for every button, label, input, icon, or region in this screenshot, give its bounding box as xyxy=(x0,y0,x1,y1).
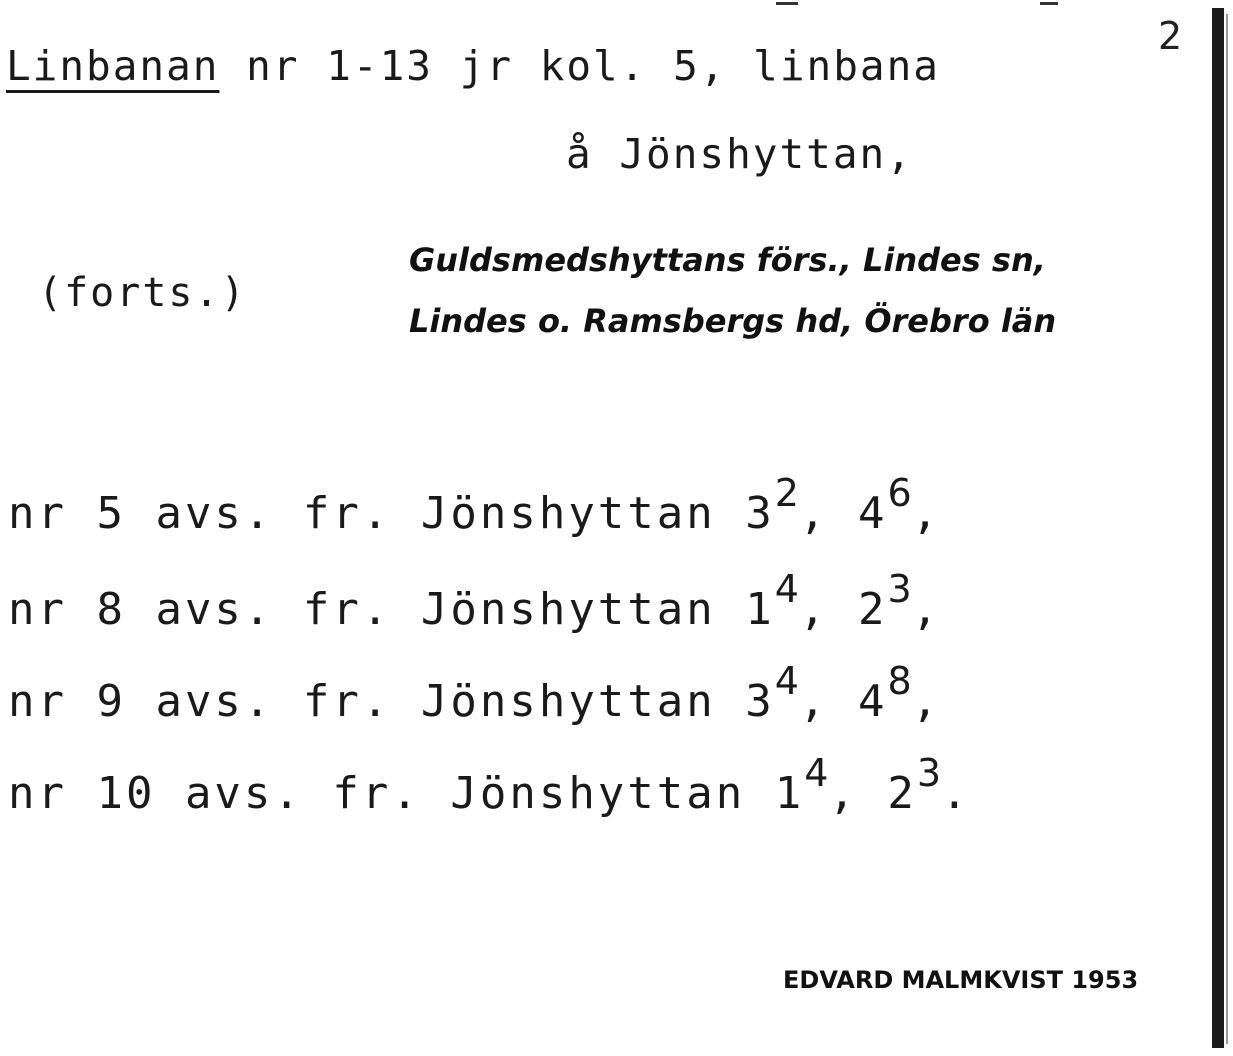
entry-end: , xyxy=(911,584,942,635)
entry-separator: , xyxy=(798,676,858,727)
entry-lead: nr 10 avs. fr. Jönshyttan xyxy=(8,768,775,819)
entry-a-base: 3 xyxy=(745,488,775,539)
entry-b-base: 4 xyxy=(857,676,888,727)
entry-line xyxy=(8,471,942,539)
entry-a-exponent: 4 xyxy=(774,567,799,611)
entry-b-base: 2 xyxy=(857,584,888,635)
entry-a-exponent: 4 xyxy=(804,751,829,795)
location-line-2: Lindes o. Ramsbergs hd, Örebro län xyxy=(409,302,1057,340)
entry-a-base: 3 xyxy=(745,676,775,727)
entry-a-exponent: 2 xyxy=(774,471,799,515)
entry-a-base: 1 xyxy=(774,768,805,819)
card-heading xyxy=(6,42,940,90)
entry-a-base: 1 xyxy=(745,584,775,635)
scan-speck xyxy=(1040,2,1058,5)
entry-b-base: 4 xyxy=(857,488,888,539)
signature: EDVARD MALMKVIST 1953 xyxy=(783,966,1139,994)
heading-keyword: Linbanan xyxy=(6,42,220,90)
heading-rest: nr 1-13 jr kol. 5, linbana xyxy=(219,42,940,90)
entry-line xyxy=(8,751,971,819)
entry-lead: nr 9 avs. fr. Jönshyttan xyxy=(8,676,746,727)
entry-lead: nr 8 avs. fr. Jönshyttan xyxy=(8,584,746,635)
continued-label: (forts.) xyxy=(38,270,247,316)
entry-line xyxy=(8,567,942,635)
entry-b-exponent: 3 xyxy=(916,751,942,795)
entry-separator: , xyxy=(828,768,888,819)
location-line-1: Guldsmedshyttans förs., Lindes sn, xyxy=(409,241,1046,279)
entry-separator: , xyxy=(798,584,858,635)
entry-b-exponent: 8 xyxy=(887,659,912,703)
card-edge-shadow xyxy=(1226,14,1228,1044)
entry-lead: nr 5 avs. fr. Jönshyttan xyxy=(8,488,746,539)
entry-separator: , xyxy=(798,488,858,539)
entry-a-exponent: 4 xyxy=(774,659,799,703)
entry-end: , xyxy=(911,676,942,727)
card-edge-bar xyxy=(1212,8,1224,1048)
entry-b-exponent: 6 xyxy=(887,471,912,515)
page-number: 2 xyxy=(1158,14,1183,58)
entry-end: . xyxy=(941,768,971,819)
entry-line xyxy=(8,659,942,727)
entry-end: , xyxy=(911,488,942,539)
card-heading-line2: å Jönshyttan, xyxy=(566,130,913,178)
entry-b-exponent: 3 xyxy=(887,567,912,611)
entry-b-base: 2 xyxy=(887,768,917,819)
scan-speck xyxy=(776,2,798,5)
